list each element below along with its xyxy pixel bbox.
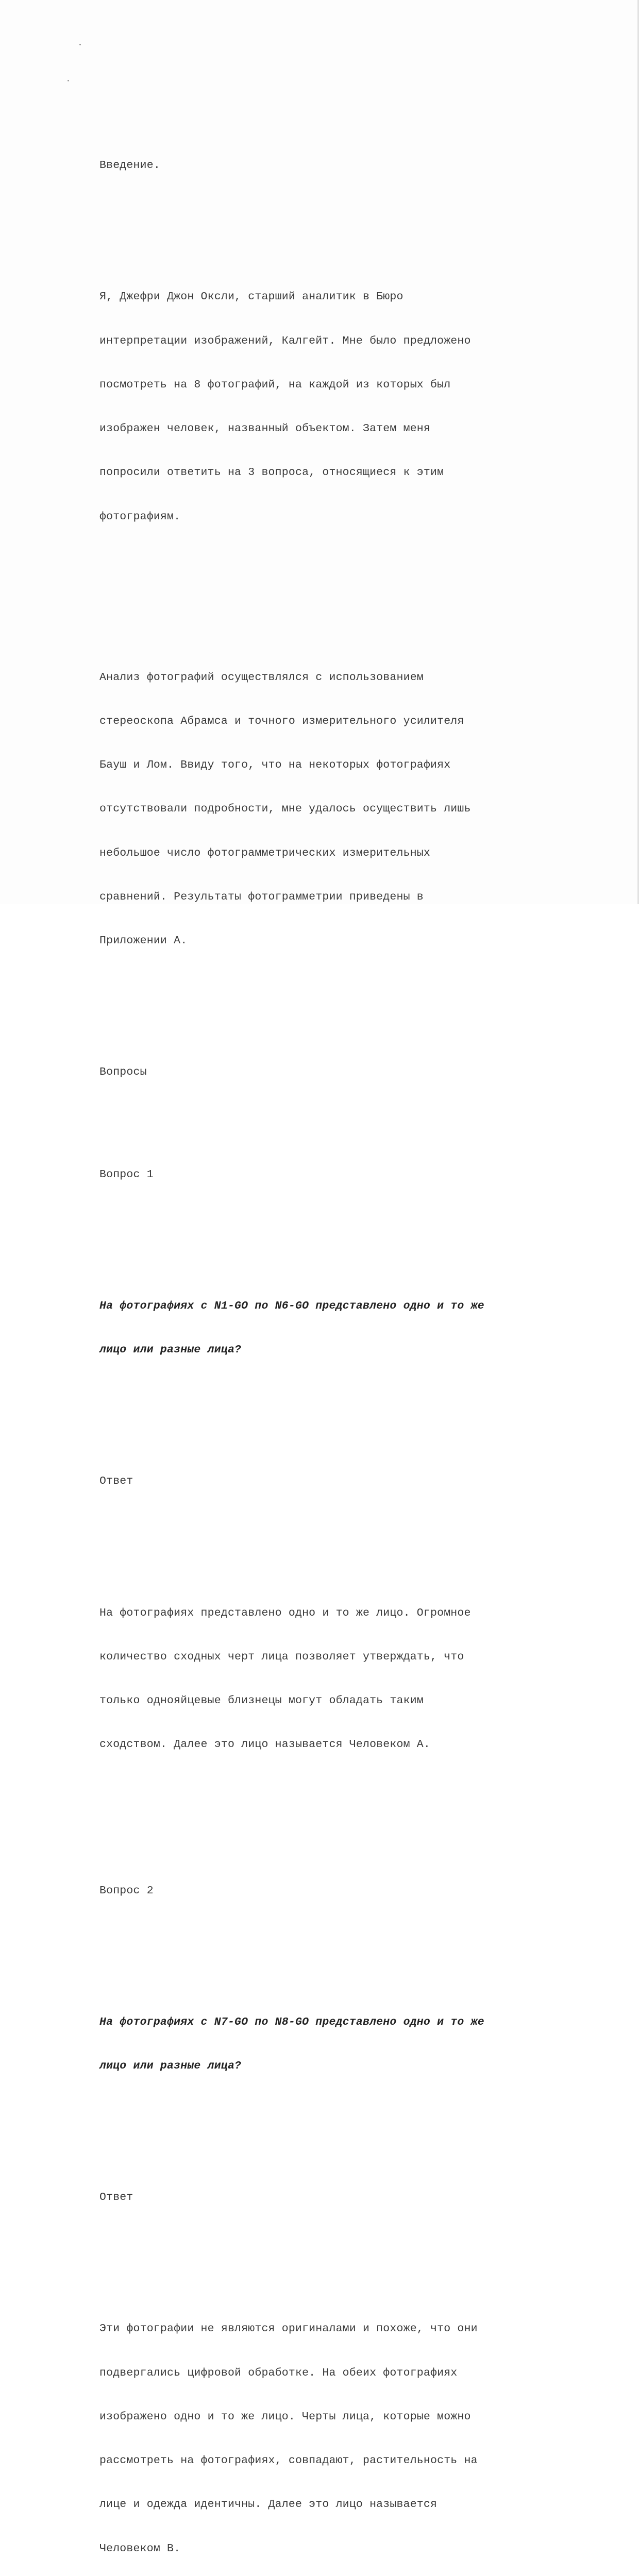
text-line: лицо или разные лица? — [99, 1344, 242, 1357]
text-line: Эти фотографии не являются оригиналами и похоже, что они — [99, 2323, 478, 2335]
text-line: На фотографиях представлено одно и то же лицо. Огромное — [99, 1606, 471, 1619]
text-line: рассмотреть на фотографиях, совпадают, растительность на — [99, 2454, 478, 2467]
text-line: изображено одно и то же лицо. Черты лица, которые можно — [99, 2410, 471, 2423]
text-line: Анализ фотографий осуществлялся с использованием — [99, 671, 424, 684]
answer-2-text — [99, 2293, 553, 2576]
text-line: только однояйцевые близнецы могут обладать таким — [99, 1694, 424, 1707]
scan-speck — [68, 80, 69, 81]
text-line: Человеком В. — [99, 2542, 181, 2555]
text-line: изображен человек, названный объектом. Затем меня — [99, 422, 431, 435]
question-1-text — [99, 1269, 553, 1386]
answer-2-label: Ответ — [99, 2191, 133, 2204]
document-body — [99, 114, 553, 2576]
text-line: стереоскопа Абрамса и точного измерительного усилителя — [99, 715, 464, 727]
text-line: подвергались цифровой обработке. На обеих фотографиях — [99, 2366, 458, 2379]
text-line: сравнений. Результаты фотограмметрии приведены в — [99, 890, 424, 903]
text-line: лицо или разные лица? — [99, 2059, 242, 2072]
text-line: Бауш и Лом. Ввиду того, что на некоторых фотографиях — [99, 759, 451, 772]
text-line: На фотографиях с N1-GO по N6-GO представлено одно и то же — [99, 1299, 484, 1312]
answer-1-text — [99, 1577, 553, 1782]
question-2-label: Вопрос 2 — [99, 1884, 154, 1897]
text-line: Приложении А. — [99, 934, 188, 947]
scan-speck — [79, 44, 81, 45]
text-line: небольшое число фотограмметрических измерительных — [99, 846, 431, 859]
text-line: На фотографиях с N7-GO по N8-GO представлено одно и то же — [99, 2015, 484, 2028]
page-edge-shadow — [637, 0, 639, 904]
text-line: интерпретации изображений, Калгейт. Мне было предложено — [99, 334, 471, 347]
intro-paragraph-2 — [99, 641, 553, 977]
intro-paragraph-1 — [99, 261, 553, 553]
answer-1-label: Ответ — [99, 1475, 133, 1488]
text-line: попросили ответить на 3 вопроса, относящиеся к этим — [99, 466, 444, 479]
text-line: отсутствовали подробности, мне удалось осуществить лишь — [99, 803, 471, 816]
text-line: фотографиям. — [99, 510, 181, 523]
text-line: лице и одежда идентичны. Далее это лицо называется — [99, 2498, 438, 2511]
question-1-label: Вопрос 1 — [99, 1168, 154, 1181]
text-line: Я, Джефри Джон Оксли, старший аналитик в Бюро — [99, 291, 403, 303]
questions-heading: Вопросы — [99, 1066, 147, 1079]
text-line: сходством. Далее это лицо называется Человеком А. — [99, 1738, 431, 1751]
text-line: посмотреть на 8 фотографий, на каждой из которых был — [99, 378, 451, 391]
text-line: количество сходных черт лица позволяет утверждать, что — [99, 1650, 464, 1663]
intro-heading: Введение. — [99, 159, 160, 172]
question-2-text — [99, 1986, 553, 2103]
